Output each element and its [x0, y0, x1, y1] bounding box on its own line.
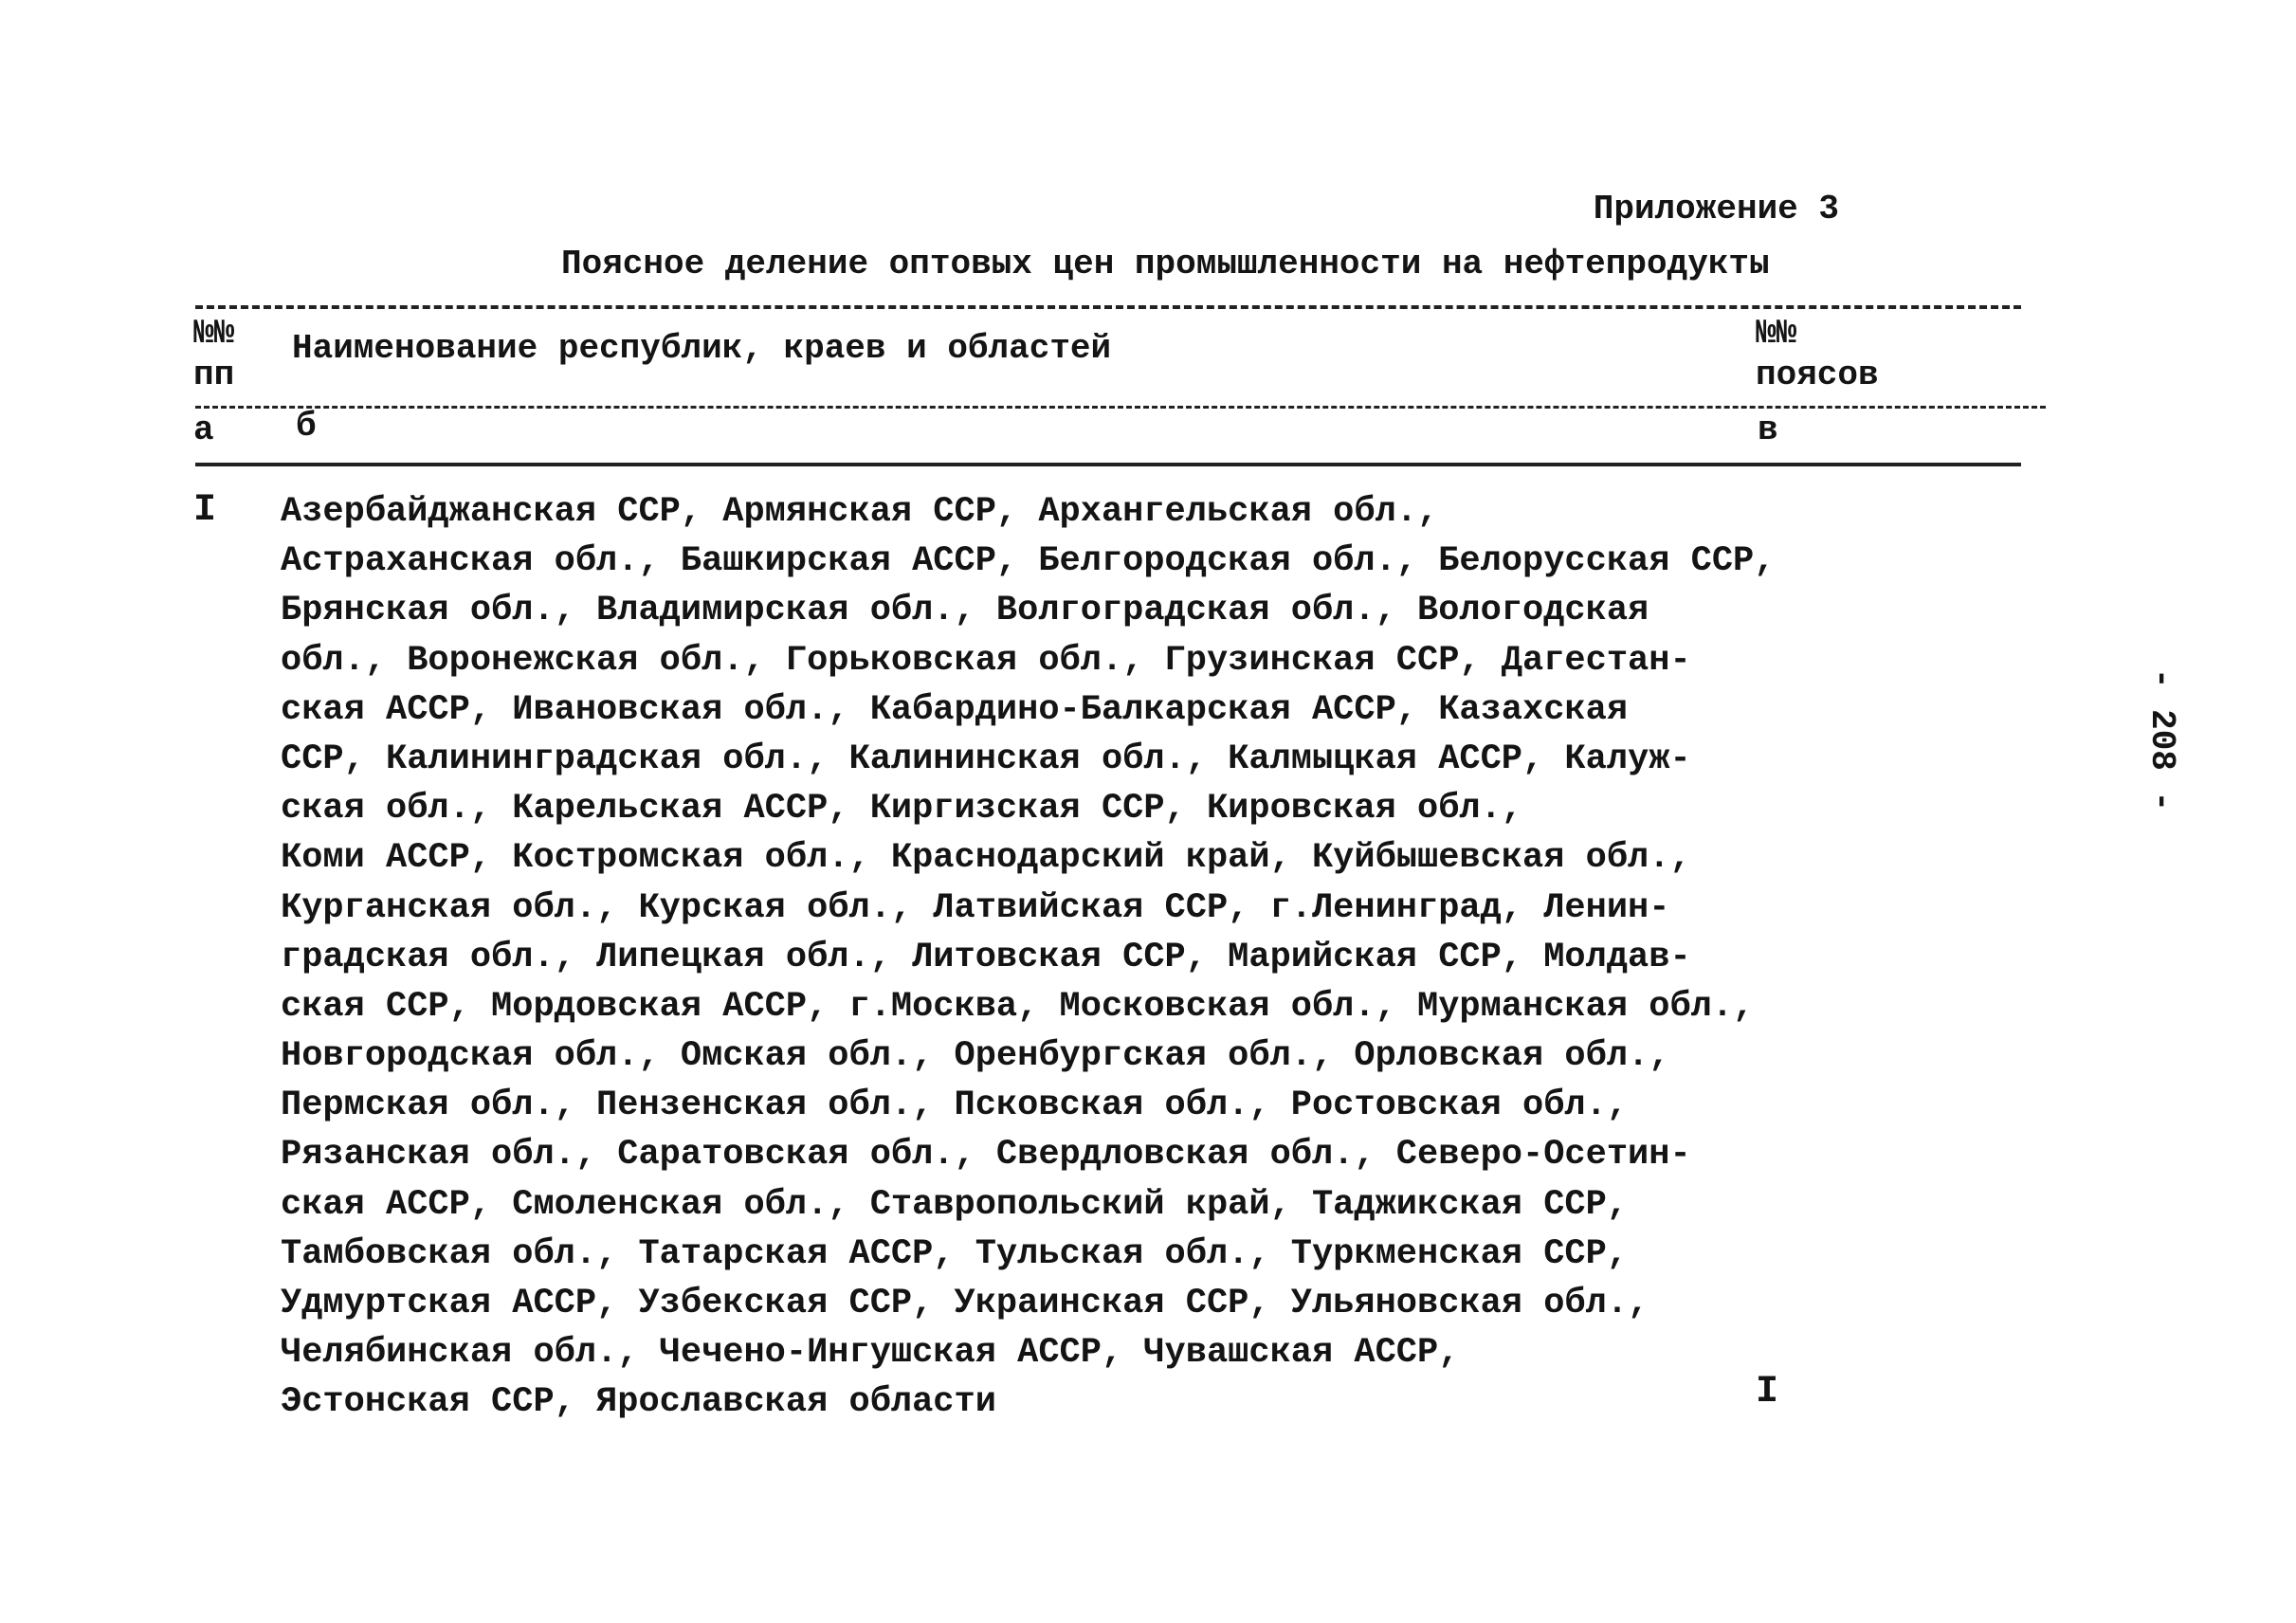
header-num-column — [193, 313, 234, 396]
region-line: ская обл., Карельская АССР, Киргизская ССР, Кировская обл., — [281, 789, 1523, 830]
region-line: Курганская обл., Курская обл., Латвийская ССР, г.Ленинград, Ленин- — [281, 887, 1670, 928]
region-line: обл., Воронежская обл., Горьковская обл., Грузинская ССР, Дагестан- — [281, 640, 1691, 681]
column-key-rule — [195, 463, 2021, 466]
row-regions-text — [281, 487, 1776, 1428]
header-name-column: Наименование республик, краев и областей — [292, 329, 1112, 368]
column-key-num: а — [193, 410, 214, 449]
region-line: Эстонская ССР, Ярославская области — [281, 1382, 996, 1423]
region-line: Пермская обл., Пензенская обл., Псковская обл., Ростовская обл., — [281, 1085, 1629, 1126]
row-zone-number: I — [1756, 1371, 1779, 1413]
header-bottom-rule — [195, 406, 2046, 409]
header-num-bottom: пп — [193, 356, 235, 394]
column-key-name: б — [296, 407, 317, 446]
region-line: ская АССР, Ивановская обл., Кабардино-Балкарская АССР, Казахская — [281, 689, 1629, 730]
region-line: Азербайджанская ССР, Армянская ССР, Архангельская обл., — [281, 492, 1439, 532]
document-title: Поясное деление оптовых цен промышленности на нефтепродукты — [561, 245, 1770, 283]
row-number: I — [193, 489, 217, 532]
region-line: ССР, Калининградская обл., Калининская обл., Калмыцкая АССР, Калуж- — [281, 739, 1691, 779]
region-line: Удмуртская АССР, Узбекская ССР, Украинская ССР, Ульяновская обл., — [281, 1284, 1649, 1323]
region-line: ская ССР, Мордовская АССР, г.Москва, Московская обл., Мурманская обл., — [281, 986, 1755, 1027]
table-top-rule — [195, 305, 2021, 309]
header-zone-top: №№ — [1756, 314, 1797, 353]
region-line: Челябинская обл., Чечено-Ингушская АССР, Чувашская АССР, — [281, 1333, 1460, 1374]
page-number: - 208 - — [2142, 667, 2182, 812]
header-num-top: №№ — [193, 314, 235, 353]
region-line: Коми АССР, Костромская обл., Краснодарский край, Куйбышевская обл., — [281, 838, 1691, 879]
region-line: Астраханская обл., Башкирская АССР, Белгородская обл., Белорусская ССР, — [281, 541, 1776, 582]
appendix-label: Приложение 3 — [1593, 190, 1839, 228]
header-zone-column — [1756, 313, 1879, 396]
region-line: Новгородская обл., Омская обл., Оренбургская обл., Орловская обл., — [281, 1036, 1670, 1077]
region-line: ская АССР, Смоленская обл., Ставропольский край, Таджикская ССР, — [281, 1184, 1629, 1225]
region-line: Тамбовская обл., Татарская АССР, Тульская обл., Туркменская ССР, — [281, 1233, 1629, 1274]
region-line: Брянская обл., Владимирская обл., Волгоградская обл., Вологодская — [281, 591, 1649, 631]
header-zone-bottom: поясов — [1756, 356, 1879, 394]
column-key-zone: в — [1758, 410, 1778, 449]
region-line: градская обл., Липецкая обл., Литовская ССР, Марийская ССР, Молдав- — [281, 937, 1691, 977]
region-line: Рязанская обл., Саратовская обл., Свердловская обл., Северо-Осетин- — [281, 1135, 1691, 1176]
